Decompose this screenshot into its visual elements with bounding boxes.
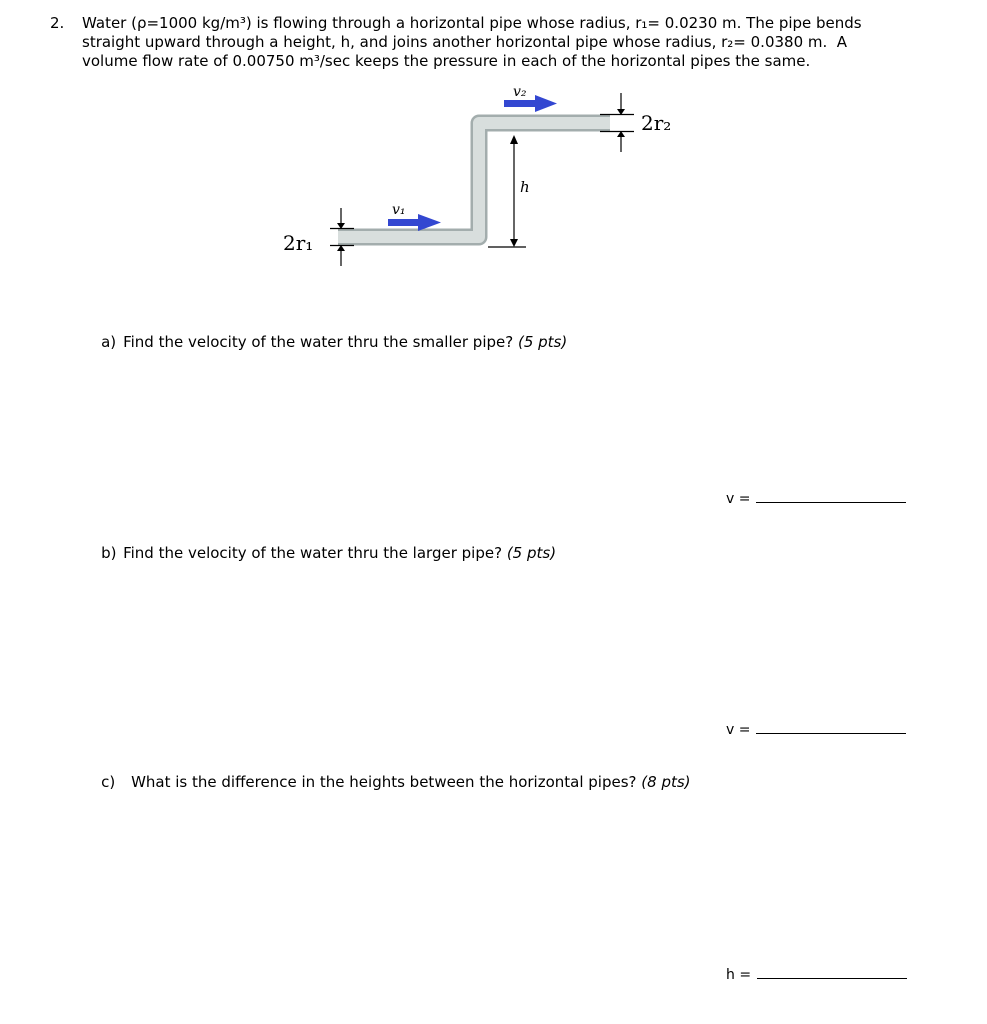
v1-label: v₁ [392, 202, 406, 218]
answer-a-prefix: v = [726, 491, 751, 507]
question-c [82, 755, 691, 809]
h-down-arrowhead-icon [510, 239, 518, 247]
question-c-points: (8 pts) [641, 773, 691, 791]
problem-line-3: volume flow rate of 0.00750 m³/sec keeps the pressure in each of the horizontal pipes the same. [82, 52, 811, 70]
v1-arrow-head [418, 214, 441, 231]
problem-number: 2. [50, 14, 65, 32]
question-c-label: c) [101, 773, 116, 791]
problem-statement [50, 14, 862, 71]
question-b-points: (5 pts) [506, 544, 557, 562]
answer-b-prefix: v = [726, 722, 751, 738]
pipe-body [338, 123, 610, 237]
question-b [82, 526, 556, 580]
v1-arrow-shaft [388, 219, 418, 226]
v2-label: v₂ [513, 84, 527, 100]
question-a-text: Find the velocity of the water thru the smaller pipe? [123, 333, 518, 351]
h-up-arrowhead-icon [510, 135, 518, 144]
v2-arrow-head [535, 95, 557, 112]
question-b-text: Find the velocity of the water thru the larger pipe? [123, 544, 507, 562]
problem-line-1: Water (ρ=1000 kg/m³) is flowing through a horizontal pipe whose radius, r₁= 0.0230 m. The pipe bends [82, 14, 862, 32]
answer-a-blank [756, 487, 906, 503]
v2-flow-arrow-icon [504, 95, 557, 112]
h-label: h [520, 178, 530, 196]
v2-arrow-shaft [504, 100, 535, 107]
r2-label: 2r₂ [641, 111, 672, 135]
question-c-text: What is the difference in the heights between the horizontal pipes? [131, 773, 642, 791]
answer-b-blank [756, 718, 906, 734]
answer-b [726, 718, 906, 738]
question-b-label: b) [101, 544, 117, 562]
answer-c-prefix: h = [726, 967, 752, 983]
pipe-diagram [280, 80, 700, 280]
answer-c-blank [757, 963, 907, 979]
problem-line-2: straight upward through a height, h, and joins another horizontal pipe whose radius, r₂= 0.0380 m. A [82, 33, 848, 51]
answer-a [726, 487, 906, 507]
r1-label: 2r₁ [283, 231, 314, 255]
question-a-label: a) [101, 333, 117, 351]
question-a-points: (5 pts) [517, 333, 568, 351]
question-a [82, 315, 567, 369]
problem-text [82, 14, 862, 71]
answer-c [726, 963, 907, 983]
